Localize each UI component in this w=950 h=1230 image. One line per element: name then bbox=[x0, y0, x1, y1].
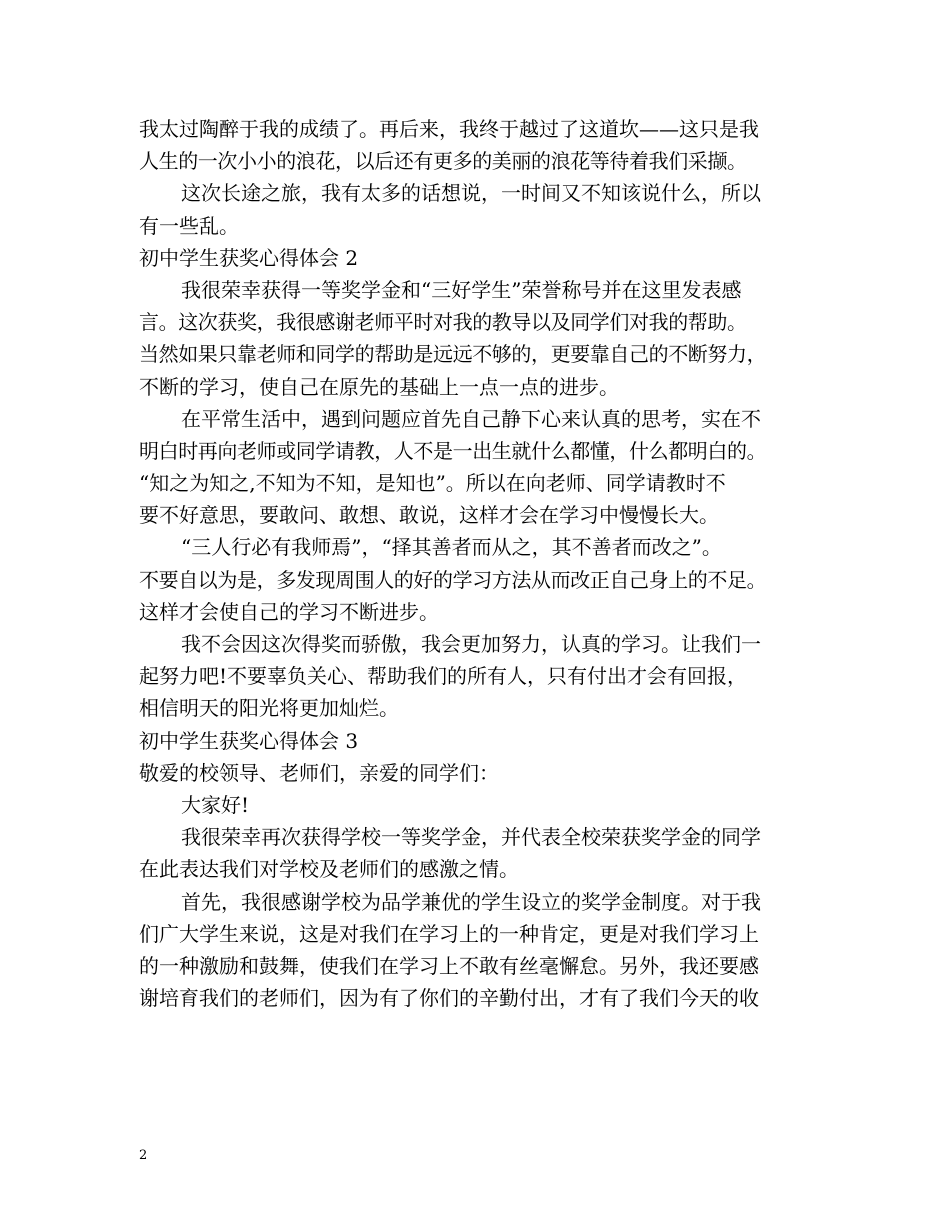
text-line: 我太过陶醉于我的成绩了。再后来，我终于越过了这道坎——这只是我 bbox=[139, 117, 759, 141]
paragraph-start: 我很荣幸获得一等奖学金和“三好学生”荣誉称号并在这里发表感 bbox=[181, 277, 742, 302]
text-line: 这样才会使自己的学习不断进步。 bbox=[139, 599, 439, 624]
text-line: 当然如果只靠老师和同学的帮助是远远不够的，更要靠自己的不断努力， bbox=[139, 342, 767, 367]
text-line: 的一种激励和鼓舞，使我们在学习上不敢有丝毫懈怠。另外，我还要感 bbox=[139, 953, 759, 978]
text-line: “知之为知之,不知为不知，是知也”。所以在向老师、同学请教时不 bbox=[139, 471, 726, 496]
text-line: 谢培育我们的老师们，因为有了你们的辛勤付出，才有了我们今天的收 bbox=[139, 986, 759, 1011]
greeting: 大家好! bbox=[181, 792, 250, 817]
text-line: 不要自以为是，多发现周围人的好的学习方法从而改正自己身上的不足。 bbox=[139, 567, 767, 592]
paragraph-start: 首先，我很感谢学校为品学兼优的学生设立的奖学金制度。对于我 bbox=[181, 889, 761, 914]
text-line: 要不好意思，要敢问、敢想、敢说，这样才会在学习中慢慢长大。 bbox=[139, 503, 719, 528]
text-line: 言。这次获奖，我很感谢老师平时对我的教导以及同学们对我的帮助。 bbox=[139, 310, 747, 335]
text-line: 明白时再向老师或同学请教，人不是一出生就什么都懂，什么都明白的。 bbox=[139, 438, 767, 463]
text-line: 相信明天的阳光将更加灿烂。 bbox=[139, 696, 399, 721]
text-line: 在此表达我们对学校及老师们的感激之情。 bbox=[139, 857, 519, 882]
paragraph-start: “三人行必有我师焉”，“择其善者而从之，其不善者而改之”。 bbox=[181, 535, 722, 560]
paragraph-start: 我很荣幸再次获得学校一等奖学金，并代表全校荣获奖学金的同学 bbox=[181, 825, 761, 850]
text-line: 不断的学习，使自己在原先的基础上一点一点的进步。 bbox=[139, 374, 619, 399]
salutation: 敬爱的校领导、老师们，亲爱的同学们： bbox=[139, 760, 499, 785]
paragraph-start: 我不会因这次得奖而骄傲，我会更加努力，认真的学习。让我们一 bbox=[181, 632, 761, 656]
section-heading: 初中学生获奖心得体会 3 bbox=[139, 728, 359, 753]
paragraph-start: 这次长途之旅，我有太多的话想说，一时间又不知该说什么，所以 bbox=[181, 181, 761, 206]
text-line: 起努力吧!不要辜负关心、帮助我们的所有人，只有付出才会有回报， bbox=[139, 664, 748, 689]
paragraph-start: 在平常生活中，遇到问题应首先自己静下心来认真的思考，实在不 bbox=[181, 406, 761, 431]
document-body bbox=[139, 113, 819, 1014]
text-line: 们广大学生来说，这是对我们在学习上的一种肯定，更是对我们学习上 bbox=[139, 921, 759, 946]
section-heading: 初中学生获奖心得体会 2 bbox=[139, 245, 359, 270]
page-number: 2 bbox=[139, 1148, 148, 1163]
text-line: 有一些乱。 bbox=[139, 213, 239, 238]
text-line: 人生的一次小小的浪花，以后还有更多的美丽的浪花等待着我们采撷。 bbox=[139, 149, 747, 174]
